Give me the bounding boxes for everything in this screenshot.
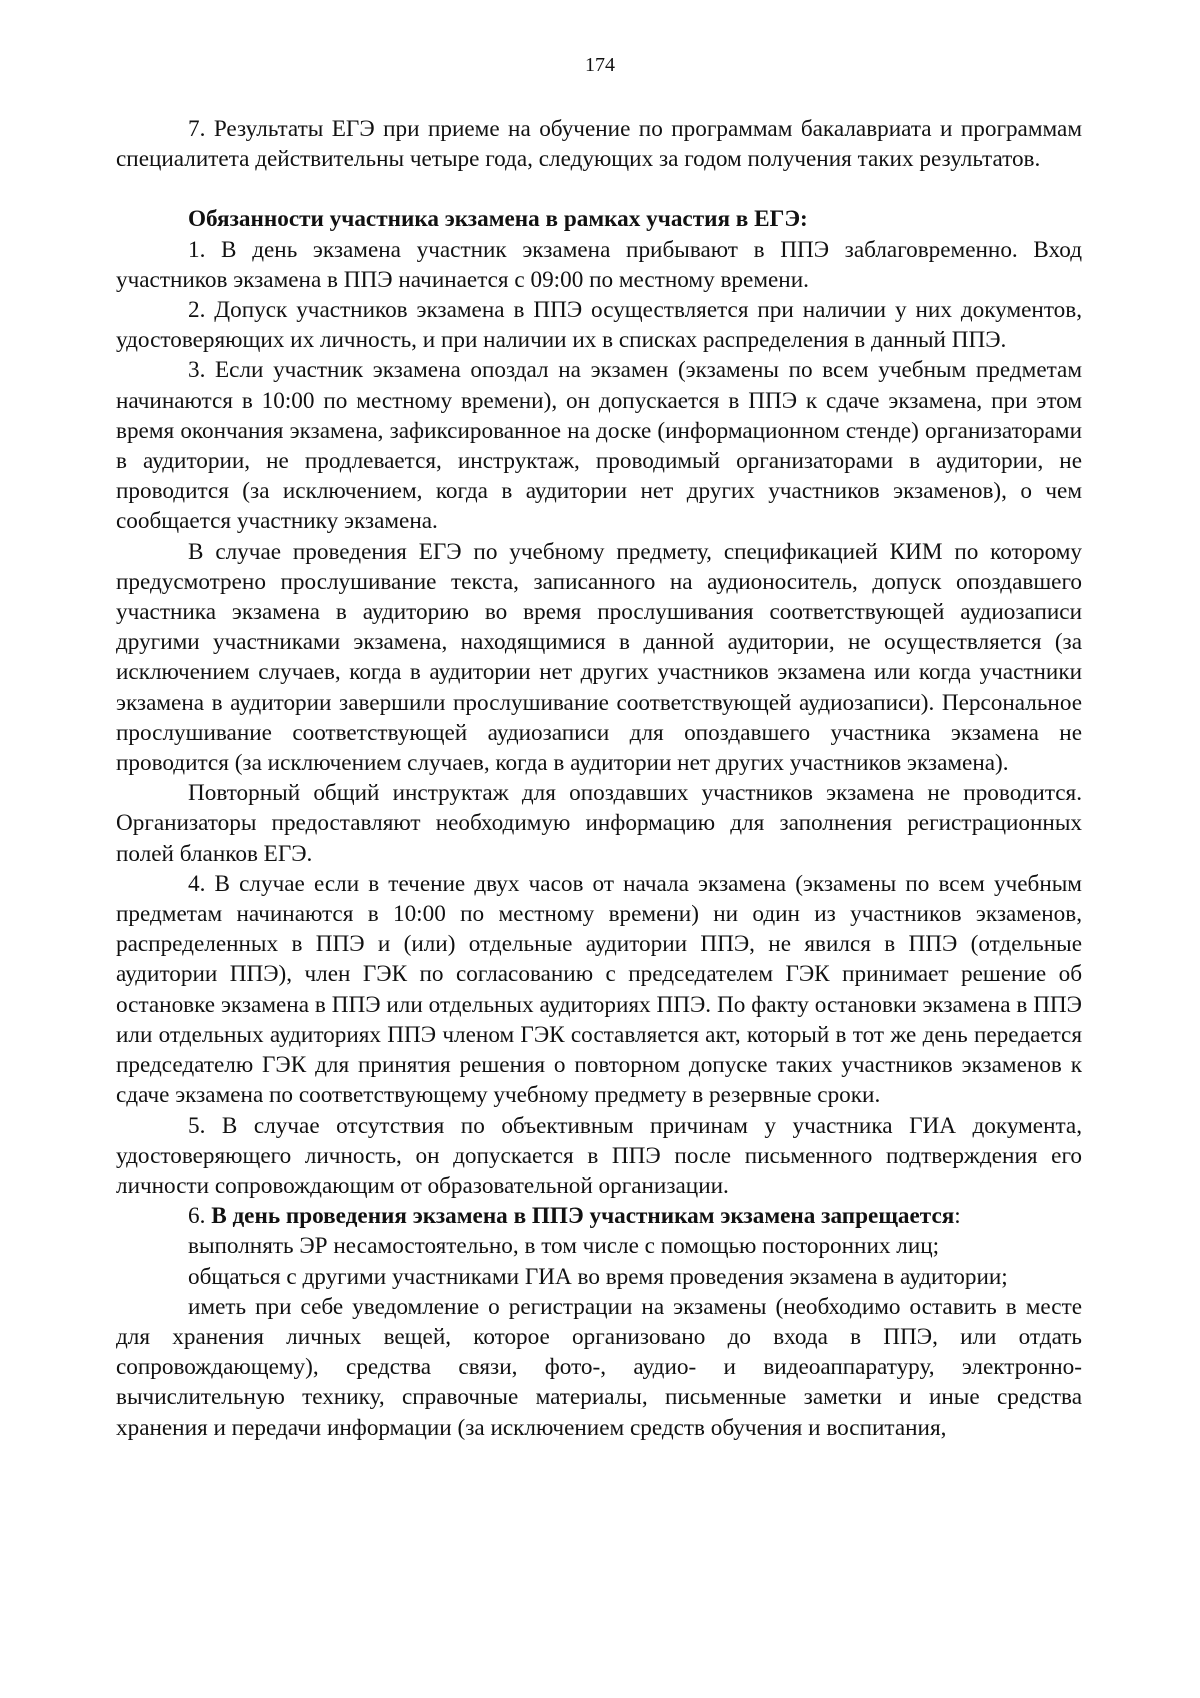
paragraph-5-no-document: 5. В случае отсутствия по объективным причинам у участника ГИА документа, удостоверяющего личность, он допускается в ППЭ после письменного подтверждения его личности сопровождающим от образовательной организации. xyxy=(116,1112,1082,1199)
paragraph-3-audio-listening: В случае проведения ЕГЭ по учебному предмету, спецификацией КИМ по которому предусмотрено прослушивание текста, записанного на аудионоситель, допуск опоздавшего участника экзамена в аудиторию во время прослушивания соответствующей аудиозаписи другими участниками экзамена, находящимися в данной аудитории, не осуществляется (за исключением случаев, когда в аудитории нет других участников экзамена или когда участники экзамена в аудитории завершили прослушивание соответствующей аудиозаписи). Персональное прослушивание соответствующей аудиозаписи для опоздавшего участника экзамена не проводится (за исключением случаев, когда в аудитории нет других участников экзамена). xyxy=(116,538,1082,777)
paragraph-3-late-arrival: 3. Если участник экзамена опоздал на экзамен (экзамены по всем учебным предметам начинаются в 10:00 по местному времени), он допускается в ППЭ к сдаче экзамена, при этом время окончания экзамена, зафиксированное на доске (информационном стенде) организаторами в аудитории, не продлевается, инструктаж, проводимый организаторами в аудитории, не проводится (за исключением, когда в аудитории нет других участников экзаменов), о чем сообщается участнику экзамена. xyxy=(116,357,1082,535)
page-number: 174 xyxy=(585,54,615,76)
paragraph-results-validity: 7. Результаты ЕГЭ при приеме на обучение по программам бакалавриата и программам специалитета действительны четыре года, следующих за годом получения таких результатов. xyxy=(116,116,1082,173)
prohibition-item-2: общаться с другими участниками ГИА во время проведения экзамена в аудитории; xyxy=(188,1263,1008,1290)
prohibition-item-1: выполнять ЭР несамостоятельно, в том числе с помощью посторонних лиц; xyxy=(188,1233,940,1260)
paragraph-6-number: 6. xyxy=(188,1203,212,1230)
paragraph-3-repeat-briefing: Повторный общий инструктаж для опоздавших участников экзамена не проводится. Организаторы предоставляют необходимую информацию для заполнения регистрационных полей бланков ЕГЭ. xyxy=(116,780,1082,867)
paragraph-6-colon: : xyxy=(954,1203,961,1230)
prohibition-item-3: иметь при себе уведомление о регистрации на экзамены (необходимо оставить в месте для хранения личных вещей, которое организовано до входа в ППЭ, или отдать сопровождающему), средства связи, фото-, аудио- и видеоаппаратуру, электронно-вычислительную технику, справочные материалы, письменные заметки и иные средства хранения и передачи информации (за исключением средств обучения и воспитания, xyxy=(116,1293,1082,1441)
paragraph-6-bold-text: В день проведения экзамена в ППЭ участникам экзамена запрещается xyxy=(211,1203,955,1230)
paragraph-1-arrival: 1. В день экзамена участник экзамена прибывают в ППЭ заблаговременно. Вход участников экзамена в ППЭ начинается с 09:00 по местному времени. xyxy=(116,236,1082,293)
paragraph-6-prohibitions xyxy=(116,1201,1082,1231)
paragraph-2-admission: 2. Допуск участников экзамена в ППЭ осуществляется при наличии у них документов, удостоверяющих их личность, и при наличии их в списках распределения в данный ППЭ. xyxy=(116,297,1082,354)
document-body xyxy=(116,114,1082,1443)
section-heading: Обязанности участника экзамена в рамках участия в ЕГЭ: xyxy=(188,206,808,233)
paragraph-4-exam-stop: 4. В случае если в течение двух часов от начала экзамена (экзамены по всем учебным предметам начинаются в 10:00 по местному времени) ни один из участников экзаменов, распределенных в ППЭ и (или) отдельные аудитории ППЭ, не явился в ППЭ (отдельные аудитории ППЭ), член ГЭК по согласованию с председателем ГЭК принимает решение об остановке экзамена в ППЭ или отдельных аудиториях ППЭ. По факту остановки экзамена в ППЭ или отдельных аудиториях ППЭ членом ГЭК составляется акт, который в тот же день передается председателю ГЭК для принятия решения о повторном допуске таких участников экзаменов к сдаче экзамена по соответствующему учебному предмету в резервные сроки. xyxy=(116,870,1082,1109)
